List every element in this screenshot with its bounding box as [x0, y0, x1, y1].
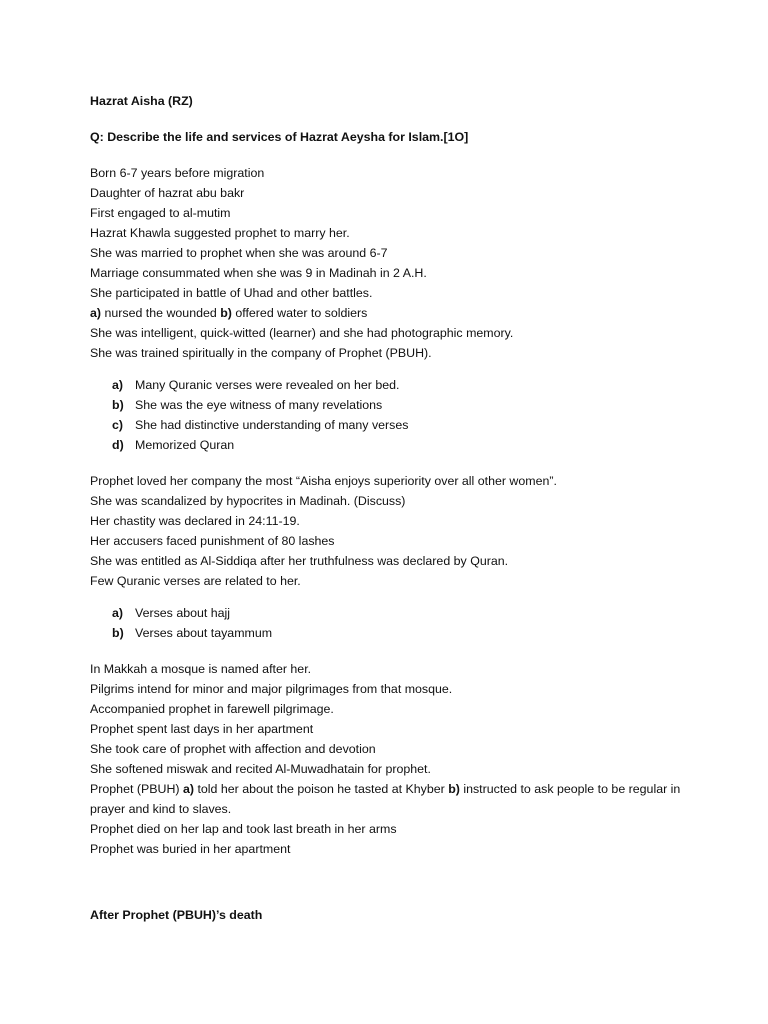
fact-line: She was scandalized by hypocrites in Madinah. (Discuss) — [90, 494, 406, 508]
fact-line: Pilgrims intend for minor and major pilgrimages from that mosque. — [90, 682, 453, 696]
list-item — [112, 415, 708, 435]
later-life-block — [90, 659, 708, 859]
fact-line: Hazrat Khawla suggested prophet to marry her. — [90, 226, 350, 240]
fact-line: Prophet was buried in her apartment — [90, 842, 291, 856]
item-label: a) — [182, 782, 194, 796]
battle-services-line — [90, 303, 708, 323]
fact-line: Her accusers faced punishment of 80 lashes — [90, 534, 335, 548]
list-item-text: Verses about tayammum — [135, 626, 273, 640]
fact-line: Prophet died on her lap and took last breath in her arms — [90, 822, 397, 836]
item-text: told her about the poison he tasted at Khyber — [194, 782, 449, 796]
poison-instruction-line — [90, 779, 708, 819]
fact-line: Accompanied prophet in farewell pilgrimage. — [90, 702, 334, 716]
item-text: offered water to soldiers — [231, 306, 368, 320]
fact-line: Few Quranic verses are related to her. — [90, 574, 301, 588]
list-item — [112, 375, 708, 395]
list-item — [112, 603, 708, 623]
fact-line: Marriage consummated when she was 9 in Madinah in 2 A.H. — [90, 266, 427, 280]
fact-line: She was married to prophet when she was around 6-7 — [90, 246, 388, 260]
list-item-text: Memorized Quran — [135, 438, 235, 452]
list-item-text: Verses about hajj — [135, 606, 231, 620]
fact-line: She was intelligent, quick-witted (learner) and she had photographic memory. — [90, 326, 514, 340]
quranic-verses-list — [90, 375, 708, 455]
list-marker: c) — [112, 418, 124, 432]
fact-line: She participated in battle of Uhad and other battles. — [90, 286, 373, 300]
life-facts-block — [90, 163, 708, 363]
fact-line: She softened miswak and recited Al-Muwadhatain for prophet. — [90, 762, 431, 776]
list-marker: a) — [112, 378, 124, 392]
fact-line: In Makkah a mosque is named after her. — [90, 662, 312, 676]
fact-line: Daughter of hazrat abu bakr — [90, 186, 245, 200]
document-title: Hazrat Aisha (RZ) — [90, 94, 193, 108]
fact-line: Her chastity was declared in 24:11-19. — [90, 514, 300, 528]
fact-line: She was entitled as Al-Siddiqa after her truthfulness was declared by Quran. — [90, 554, 509, 568]
fact-line: Born 6-7 years before migration — [90, 166, 265, 180]
list-marker: d) — [112, 438, 124, 452]
status-facts-block — [90, 471, 708, 591]
item-text: instructed to ask people to be regular in prayer and kind to slaves. — [90, 782, 681, 816]
item-label: b) — [220, 306, 232, 320]
question-text: Q: Describe the life and services of Hazrat Aeysha for Islam.[1O] — [90, 130, 469, 144]
list-item-text: She had distinctive understanding of many verses — [135, 418, 409, 432]
list-item-text: Many Quranic verses were revealed on her bed. — [135, 378, 400, 392]
list-item — [112, 623, 708, 643]
list-marker: b) — [112, 626, 124, 640]
fact-line: Prophet loved her company the most “Aisha enjoys superiority over all other women”. — [90, 474, 557, 488]
item-label: a) — [90, 306, 102, 320]
list-marker: b) — [112, 398, 124, 412]
item-label: b) — [448, 782, 460, 796]
fact-line: Prophet spent last days in her apartment — [90, 722, 314, 736]
related-verses-list — [90, 603, 708, 643]
fact-line: First engaged to al-mutim — [90, 206, 231, 220]
fact-line: She was trained spiritually in the company of Prophet (PBUH). — [90, 346, 432, 360]
fact-line: She took care of prophet with affection and devotion — [90, 742, 376, 756]
section-heading: After Prophet (PBUH)’s death — [90, 908, 263, 922]
list-item — [112, 395, 708, 415]
item-text: nursed the wounded — [101, 306, 221, 320]
list-item — [112, 435, 708, 455]
item-text: Prophet (PBUH) — [90, 782, 183, 796]
list-item-text: She was the eye witness of many revelations — [135, 398, 383, 412]
list-marker: a) — [112, 606, 124, 620]
